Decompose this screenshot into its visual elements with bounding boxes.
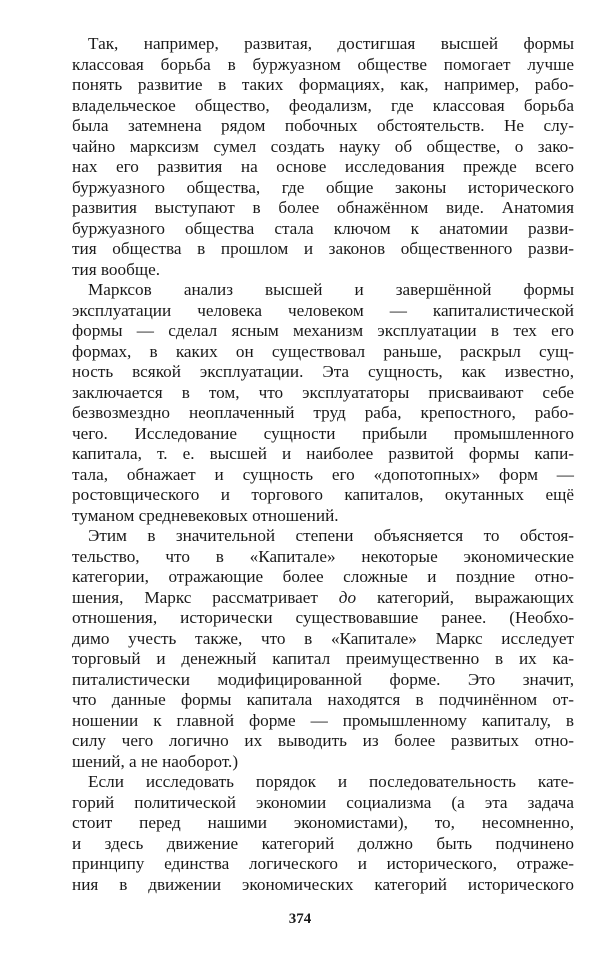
text-line: Марксов анализ высшей и завершённой формы [88, 280, 574, 299]
text-line: эксплуатации человека человеком — капиталистической [72, 300, 574, 320]
text-line: тия общества в прошлом и законов общественного разви- [72, 239, 574, 258]
paragraph [72, 280, 574, 526]
text-line: была затемнена рядом побочных обстоятельств. Не слу- [72, 116, 574, 135]
text-line: Этим в значительной степени объясняется то обстоя- [88, 526, 574, 545]
text-line: нах его развития на основе исследования прежде всего [72, 157, 574, 176]
text-line: капитала, т. е. высшей и наиболее развитой формы капи- [72, 444, 574, 463]
text-line: принципу единства логического и исторического, отраже- [72, 854, 574, 873]
paragraph [72, 772, 574, 895]
text-line: шений, а не наоборот.) [72, 751, 239, 771]
text-line: ростовщического и торгового капиталов, окутанных ещё [72, 485, 574, 504]
text-line: чайно марксизм сумел создать науку об обществе, о зако- [72, 136, 574, 156]
text-line: категории, отражающие более сложные и поздние отно- [72, 567, 574, 586]
text-line: ность всякой эксплуатации. Эта сущность, как известно, [72, 362, 574, 381]
paragraph [72, 34, 574, 280]
text-line: Если исследовать порядок и последовательность кате- [88, 772, 574, 791]
text-line: силу чего логично их выводить из более развитых отно- [72, 731, 574, 750]
text-line: ношении к главной форме — промышленному капиталу, в [72, 710, 574, 730]
text-line: горий политической экономии социализма (а эта задача [72, 792, 574, 812]
page-number: 374 [288, 911, 312, 927]
text-line: тала, обнажает и сущность его «допотопных» форм — [72, 464, 574, 484]
text-line: Так, например, развитая, достигшая высшей формы [88, 34, 574, 53]
text-segment: категорий, выражающих [356, 587, 575, 607]
text-line: тия вообще. [72, 259, 161, 279]
text-segment: шения, Маркс рассматривает [72, 587, 339, 607]
text-line: что данные формы капитала находятся в подчинённом от- [72, 690, 574, 709]
text-line: торговый и денежный капитал преимущественно в их ка- [72, 649, 574, 668]
text-line: буржуазного общества, где общие законы исторического [72, 177, 574, 197]
text-line: отношения, исторически существовавшие ранее. (Необхо- [72, 608, 574, 627]
text-line: димо учесть также, что в «Капитале» Маркс исследует [72, 628, 574, 648]
text-line: стоит перед нашими экономистами), то, несомненно, [72, 813, 574, 832]
text-line: развития выступают в более обнажённом виде. Анатомия [72, 198, 574, 217]
text-line: и здесь движение категорий должно быть подчинено [72, 833, 574, 853]
text-line [72, 588, 574, 609]
text-line: ния в движении экономических категорий исторического [72, 874, 574, 894]
text-line: понять развитие в таких формациях, как, например, рабо- [72, 75, 574, 94]
text-line: тельство, что в «Капитале» некоторые экономические [72, 546, 574, 566]
text-line: питалистически модифицированной форме. Это значит, [72, 669, 574, 689]
text-line: заключается в том, что эксплуататоры присваивают себе [72, 382, 574, 402]
text-line: владельческое общество, феодализм, где классовая борьба [72, 95, 574, 115]
paragraph [72, 526, 574, 772]
text-line: безвозмездно неоплаченный труд раба, крепостного, рабо- [72, 403, 574, 422]
text-line: чего. Исследование сущности прибыли промышленного [72, 423, 574, 443]
italic-text: до [338, 587, 357, 607]
text-line: буржуазного общества стала ключом к анатомии разви- [72, 218, 574, 238]
text-line: формах, в каких он существовал раньше, раскрыл сущ- [72, 341, 574, 361]
text-line: туманом средневековых отношений. [72, 505, 339, 525]
body-text [72, 34, 574, 895]
text-line: формы — сделал ясным механизм эксплуатации в тех его [72, 321, 574, 340]
text-line: классовая борьба в буржуазном обществе помогает лучше [72, 54, 574, 74]
